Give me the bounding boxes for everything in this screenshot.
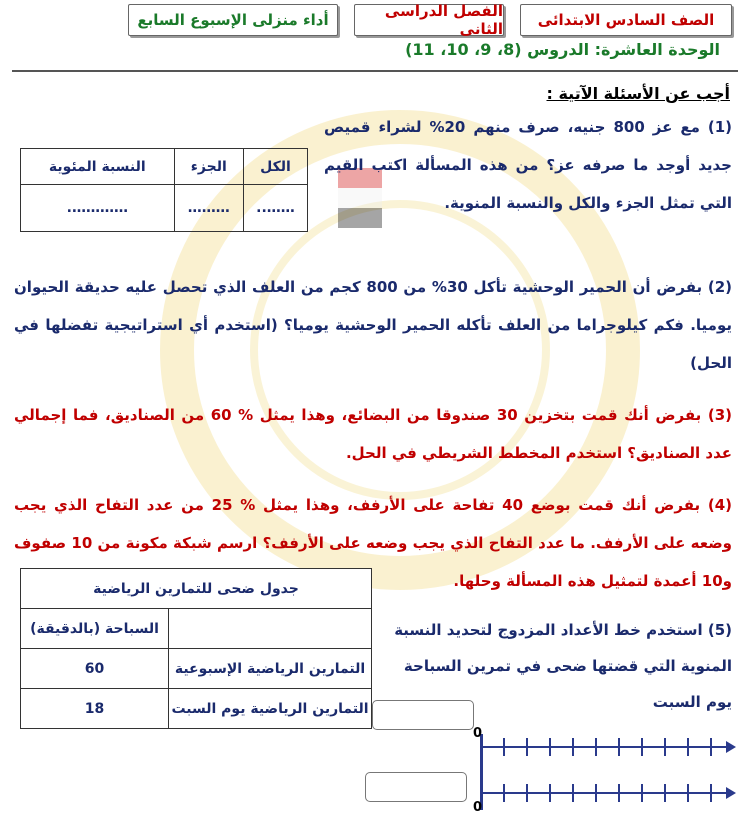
tick-bottom [710,784,712,802]
term-box: الفصل الدراسى الثانى [354,4,504,36]
number-line-top [480,746,730,748]
answer-field-bottom[interactable] [365,772,467,802]
tick-bottom [664,784,666,802]
q5-exercise-table [20,568,372,729]
tick-bottom [618,784,620,802]
grade-box: الصف السادس الابتدائى [520,4,732,36]
question-5: (5) استخدم خط الأعداد المزدوج لتحديد النسبة المنوية التي قضتها ضحى في تمرين السباحة يوم السبت [394,621,732,711]
homework-box: أداء منزلى الإسبوع السابع [128,4,338,36]
unit-title: الوحدة العاشرة: الدروس (8، 9، 10، 11) [405,40,720,59]
tick-top [710,738,712,756]
q1-blank-percent[interactable]: …………. [21,185,175,232]
tick-top [618,738,620,756]
q5-row-label-saturday: التمارين الرياضية يوم السبت [169,689,372,729]
tick-top [595,738,597,756]
q1-blank-part[interactable]: ……… [174,185,243,232]
double-number-line [470,728,740,817]
tick-top [687,738,689,756]
number-line-bottom [480,792,730,794]
question-2: (2) بفرض أن الحمير الوحشية تأكل 30% من 800 كجم من العلف الذي تحصل عليه حديقة الحيوان يوميا. فكم كيلوجراما من العلف تأكله الحمير الوحشية يوميا؟ (استخدم أي استراتيجية تفضلها في الحل) [14,278,733,372]
header-divider [12,70,738,72]
tick-bottom [549,784,551,802]
tick-top [641,738,643,756]
top-arrow-icon [726,741,736,753]
q1-header-whole: الكل [243,149,307,185]
q5-table-title: جدول ضحى للتمارين الرياضية [21,569,372,609]
answer-field-top[interactable] [372,700,474,730]
q5-row-label-weekly: التمارين الرياضية الإسبوعية [169,649,372,689]
tick-top [549,738,551,756]
q1-table [20,148,308,232]
tick-bottom [526,784,528,802]
tick-top [503,738,505,756]
q5-row-value-weekly: 60 [21,649,169,689]
zero-label-top: 0 [473,726,483,741]
q1-header-part: الجزء [174,149,243,185]
tick-top [572,738,574,756]
question-3: (3) بفرض أنك قمت بتخزين 30 صندوقا من البضائع، وهذا يمثل % 60 من الصناديق، فما إجمالي عدد الصناديق؟ استخدم المخطط الشريطي في الحل. [14,406,732,462]
q1-blank-whole[interactable]: …….. [243,185,307,232]
tick-bottom [595,784,597,802]
q5-col-header: السباحة (بالدقيقة) [21,609,169,649]
tick-bottom [641,784,643,802]
tick-top [664,738,666,756]
question-4: (4) بفرض أنك قمت بوضع 40 تفاحة على الأرفف، وهذا يمثل % 25 من عدد التفاح الذي يجب وضعه على الأرفف. ما عدد التفاح الذي يجب وضعه على الأرفف؟ ارسم شبكة مكونة من 10 صفوف و10 أعمدة لتمثيل هذه المسألة وحلها. [14,496,733,590]
q5-row-value-saturday: 18 [21,689,169,729]
zero-label-bottom: 0 [473,800,483,815]
question-1: (1) مع عز 800 جنيه، صرف منهم 20% لشراء قميص جديد أوجد ما صرفه عز؟ من هذه المسألة اكتب القيم التي تمثل الجزء والكل والنسبة المنوية. [324,118,732,212]
tick-bottom [687,784,689,802]
tick-bottom [572,784,574,802]
tick-bottom [503,784,505,802]
q5-empty-header [169,609,372,649]
instruction-heading: أجب عن الأسئلة الآتية : [546,84,730,103]
tick-top [526,738,528,756]
bottom-arrow-icon [726,787,736,799]
q1-header-percent: النسبة المئوية [21,149,175,185]
